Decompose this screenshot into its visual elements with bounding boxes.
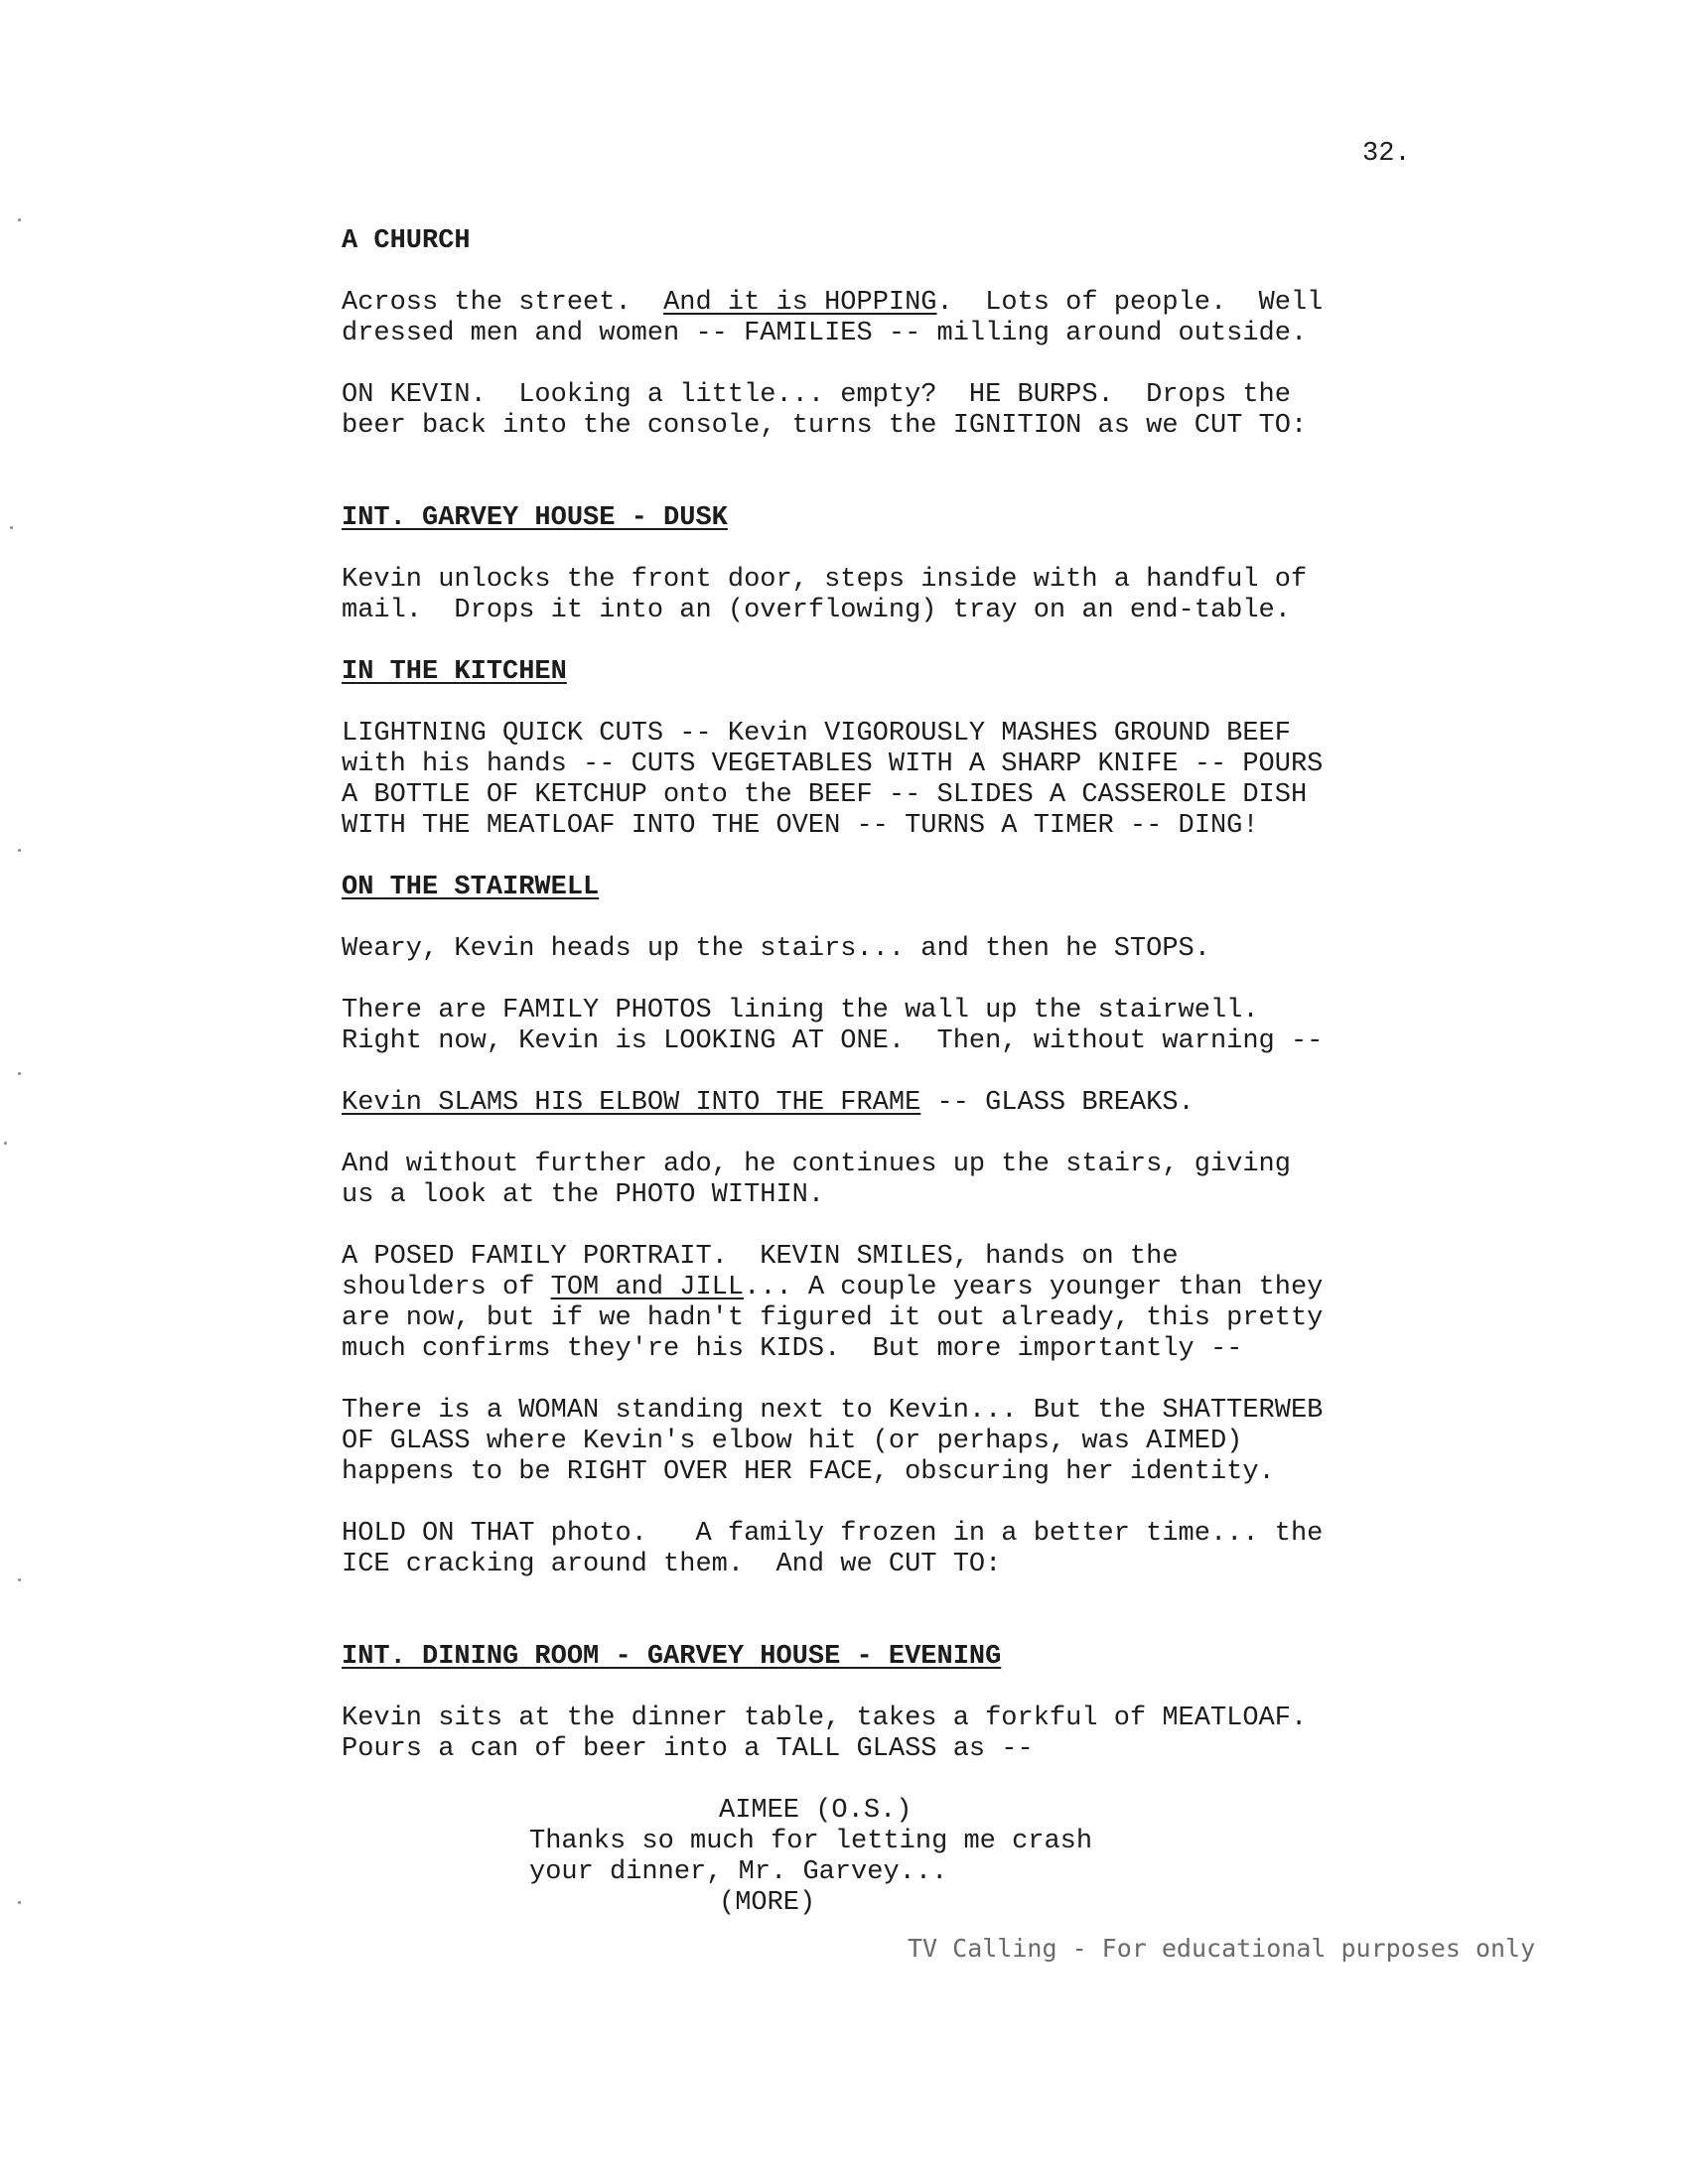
action-line: WITH THE MEATLOAF INTO THE OVEN -- TURNS A TIMER -- DING!: [342, 811, 1259, 841]
scene-heading-garvey-house: INT. GARVEY HOUSE - DUSK: [342, 503, 728, 533]
subheading-kitchen: IN THE KITCHEN: [342, 657, 567, 687]
action-line: us a look at the PHOTO WITHIN.: [342, 1180, 825, 1210]
action-line: There is a WOMAN standing next to Kevin... But the SHATTERWEB: [342, 1396, 1324, 1426]
page-number: 32.: [1362, 139, 1411, 169]
action-line: Kevin sits at the dinner table, takes a forkful of MEATLOAF.: [342, 1704, 1308, 1733]
watermark: TV Calling - For educational purposes only: [908, 1934, 1536, 1963]
scan-speck: [18, 849, 21, 852]
underlined-action: Kevin SLAMS HIS ELBOW INTO THE FRAME: [342, 1088, 921, 1118]
dialogue-line: your dinner, Mr. Garvey...: [529, 1857, 948, 1887]
scan-speck: [18, 1901, 21, 1904]
action-line: dressed men and women -- FAMILIES -- milling around outside.: [342, 319, 1308, 348]
action-rest: -- GLASS BREAKS.: [920, 1088, 1195, 1118]
action-line: Across the street. And it is HOPPING. Lots of people. Well: [342, 288, 1324, 318]
script-body: [342, 226, 1474, 1919]
action-line: Pours a can of beer into a TALL GLASS as --: [342, 1734, 1034, 1764]
action-line: are now, but if we hadn't figured it out already, this pretty: [342, 1303, 1324, 1333]
dialogue-line: Thanks so much for letting me crash: [529, 1827, 1093, 1856]
action-line: much confirms they're his KIDS. But more importantly --: [342, 1334, 1243, 1364]
dialogue-more: (MORE): [719, 1888, 816, 1918]
action-line: ICE cracking around them. And we CUT TO:: [342, 1550, 1002, 1579]
action-line: A BOTTLE OF KETCHUP onto the BEEF -- SLIDES A CASSEROLE DISH: [342, 780, 1308, 810]
scan-speck: [10, 526, 13, 529]
scan-speck: [18, 218, 21, 221]
action-line: HOLD ON THAT photo. A family frozen in a better time... the: [342, 1519, 1324, 1549]
action-line: happens to be RIGHT OVER HER FACE, obscuring her identity.: [342, 1457, 1275, 1487]
scan-speck: [18, 1072, 21, 1075]
action-line: Right now, Kevin is LOOKING AT ONE. Then, without warning --: [342, 1026, 1324, 1056]
action-line: beer back into the console, turns the IGNITION as we CUT TO:: [342, 411, 1308, 441]
underlined-phrase: TOM and JILL: [550, 1273, 745, 1302]
action-line: Kevin unlocks the front door, steps inside with a handful of: [342, 565, 1308, 595]
subheading-stairwell: ON THE STAIRWELL: [342, 873, 600, 902]
scene-heading-dining-room: INT. DINING ROOM - GARVEY HOUSE - EVENING: [342, 1642, 1002, 1672]
action-line: mail. Drops it into an (overflowing) tray on an end-table.: [342, 596, 1291, 625]
scene-subheading-church: A CHURCH: [342, 226, 471, 256]
action-line-elbow: [342, 1088, 1474, 1119]
action-line: OF GLASS where Kevin's elbow hit (or perhaps, was AIMED): [342, 1427, 1243, 1456]
action-line: ON KEVIN. Looking a little... empty? HE BURPS. Drops the: [342, 380, 1291, 410]
action-line: LIGHTNING QUICK CUTS -- Kevin VIGOROUSLY MASHES GROUND BEEF: [342, 719, 1291, 749]
scan-speck: [4, 1142, 7, 1145]
action-line: And without further ado, he continues up the stairs, giving: [342, 1150, 1291, 1179]
action-line: A POSED FAMILY PORTRAIT. KEVIN SMILES, hands on the: [342, 1242, 1179, 1272]
dialogue-character: AIMEE (O.S.): [719, 1796, 913, 1826]
action-line: Weary, Kevin heads up the stairs... and then he STOPS.: [342, 934, 1210, 964]
action-line: There are FAMILY PHOTOS lining the wall up the stairwell.: [342, 996, 1259, 1025]
underlined-phrase: And it is HOPPING: [663, 288, 937, 318]
scan-speck: [18, 1578, 21, 1581]
action-line: shoulders of TOM and JILL... A couple years younger than they: [342, 1273, 1324, 1302]
action-line: with his hands -- CUTS VEGETABLES WITH A SHARP KNIFE -- POURS: [342, 750, 1324, 779]
